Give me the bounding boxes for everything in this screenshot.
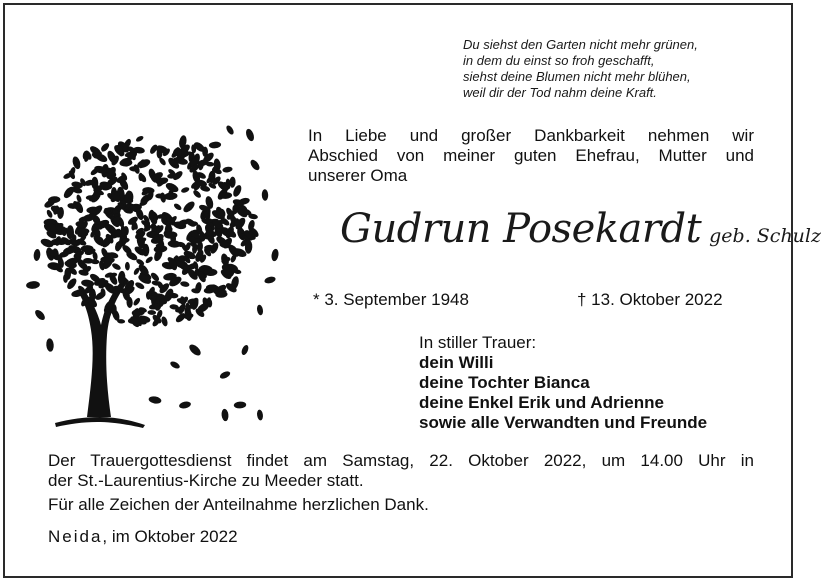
intro-line: unserer Oma <box>308 166 408 185</box>
place-date-text: , im Oktober 2022 <box>102 527 238 546</box>
poem-line: siehst deine Blumen nicht mehr blühen, <box>463 69 691 84</box>
leaf-mark <box>135 135 144 143</box>
leaf-mark <box>180 281 190 288</box>
service-info <box>48 451 754 491</box>
leaf-mark <box>125 262 130 271</box>
leaf-mark <box>132 297 141 307</box>
leaf-mark <box>182 200 197 215</box>
leaf-mark <box>145 255 154 264</box>
leaf-mark <box>234 401 247 409</box>
birth-date: * 3. September 1948 <box>313 290 469 309</box>
mourner-line: deine Tochter Bianca <box>419 373 590 392</box>
leaf-mark <box>187 343 202 358</box>
intro-line: Abschied von meiner guten Ehefrau, Mutter und <box>308 146 754 165</box>
tree-with-falling-leaves-icon <box>25 105 285 435</box>
leaf-mark <box>264 276 277 285</box>
mourner-line: sowie alle Verwandten und Freunde <box>419 413 708 432</box>
mourner-line: deine Enkel Erik und Adrienne <box>419 393 664 412</box>
service-line: Der Trauergottesdienst findet am Samstag, 22. Oktober 2022, um 14.00 Uhr in <box>48 451 754 470</box>
leaf-mark <box>173 202 183 211</box>
leaf-mark <box>262 189 269 201</box>
memorial-poem <box>463 37 773 101</box>
leaf-mark <box>221 408 229 421</box>
service-line: der St.-Laurentius-Kirche zu Meeder statt. <box>48 471 364 490</box>
leaf-mark <box>26 281 40 290</box>
death-date: † 13. Oktober 2022 <box>577 290 723 309</box>
place-town: Neida <box>48 527 103 546</box>
leaf-mark <box>219 370 232 380</box>
leaf-mark <box>148 395 162 404</box>
deceased-full-name: Gudrun Posekardt <box>340 206 702 252</box>
leaf-mark <box>160 316 168 327</box>
leaf-mark <box>78 228 89 234</box>
mourners-heading: In stiller Trauer: <box>419 333 537 352</box>
leaf-mark <box>46 338 55 352</box>
mourner-line: dein Willi <box>419 353 494 372</box>
leaf-mark <box>225 124 235 136</box>
leaf-mark <box>256 409 263 421</box>
leaf-mark <box>240 344 249 356</box>
leaf-mark <box>222 166 233 173</box>
leaf-mark <box>204 269 218 276</box>
deceased-name <box>340 206 821 252</box>
poem-line: weil dir der Tod nahm deine Kraft. <box>463 85 657 100</box>
leaf-mark <box>147 310 156 315</box>
leaf-mark <box>167 240 181 248</box>
leaf-mark <box>33 308 46 322</box>
leaf-mark <box>180 186 190 194</box>
leaf-mark <box>256 304 264 316</box>
leaf-mark <box>111 262 122 271</box>
mourners-block <box>419 333 707 433</box>
poem-line: in dem du einst so froh geschafft, <box>463 53 655 68</box>
intro-text <box>308 126 754 186</box>
leaf-mark <box>249 158 261 172</box>
leaf-mark <box>192 189 202 199</box>
leaf-mark <box>156 147 166 152</box>
place-date <box>48 527 238 547</box>
leaf-mark <box>209 141 222 149</box>
leaf-mark <box>169 360 181 370</box>
leaf-mark <box>178 401 191 410</box>
leaf-mark <box>271 248 280 261</box>
intro-line: In Liebe und großer Dankbarkeit nehmen wir <box>308 126 754 145</box>
leaf-mark <box>33 249 41 262</box>
thanks-text: Für alle Zeichen der Anteilnahme herzlichen Dank. <box>48 495 429 514</box>
leaf-mark <box>245 128 256 142</box>
leaf-mark <box>229 176 236 188</box>
poem-line: Du siehst den Garten nicht mehr grünen, <box>463 37 698 52</box>
maiden-name: geb. Schulz <box>709 225 821 247</box>
